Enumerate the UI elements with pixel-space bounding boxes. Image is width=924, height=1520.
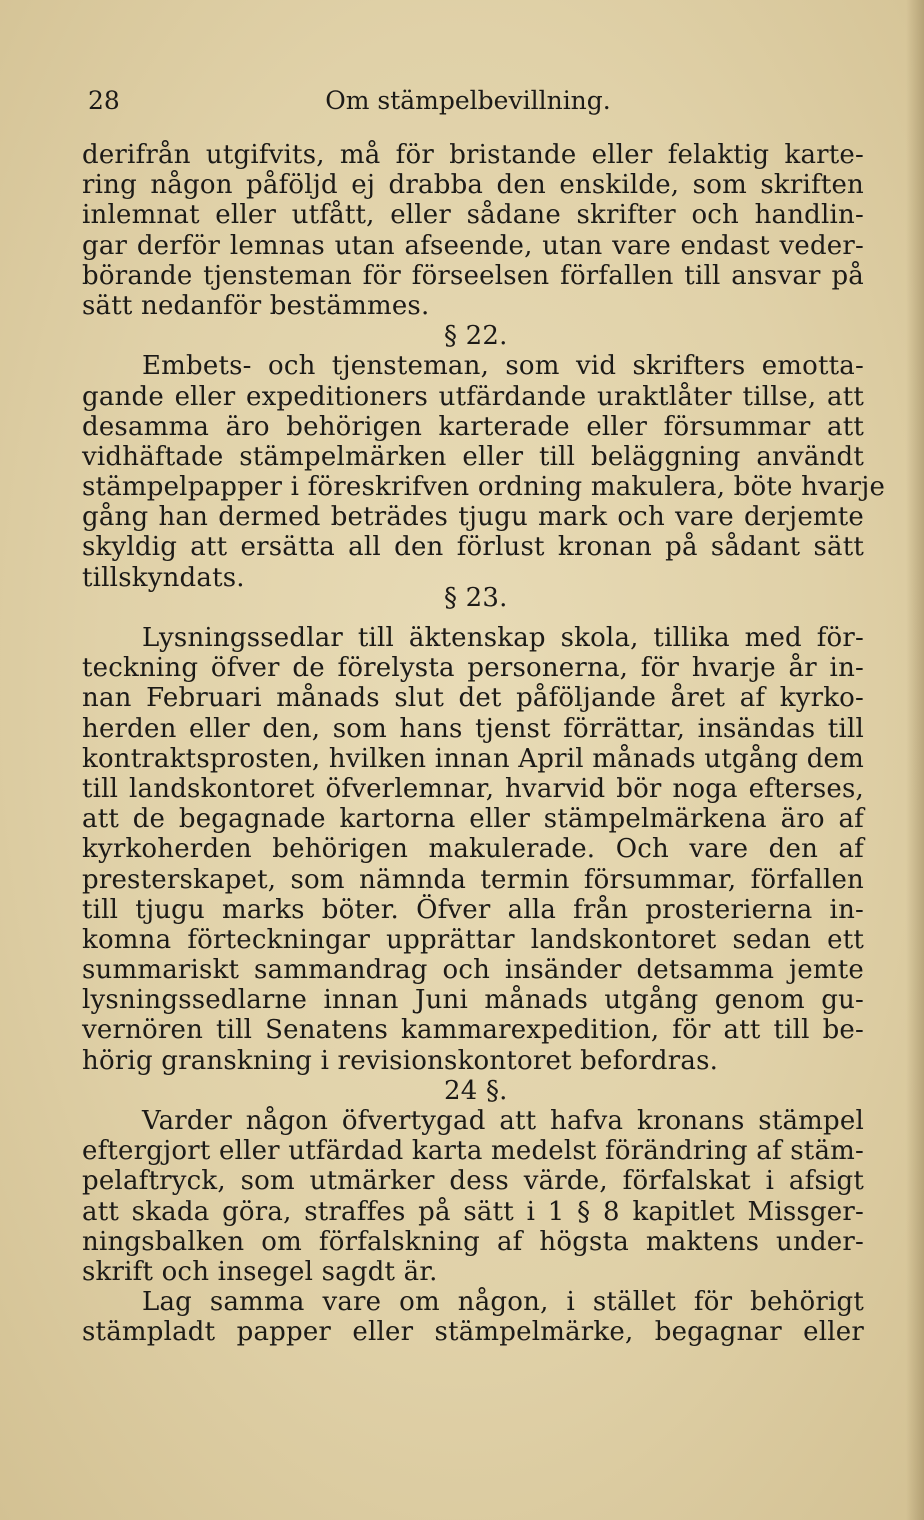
text-line: herden eller den, som hans tjenst förrättar, insändas till xyxy=(82,713,864,744)
text-line: stämpelpapper i föreskrifven ordning makulera, böte hvarje xyxy=(82,472,886,503)
page-edge-shadow xyxy=(906,0,924,1520)
text-line: inlemnat eller utfått, eller sådane skrifter och handlin- xyxy=(82,200,864,231)
text-line: lysningssedlarne innan Juni månads utgång genom gu- xyxy=(82,985,864,1016)
paragraph-continuation xyxy=(82,140,864,321)
text-line: hörig granskning i revisionskontoret befordras. xyxy=(82,1045,719,1076)
section-22-text xyxy=(82,351,886,593)
text-line: summariskt sammandrag och insänder detsamma jemte xyxy=(82,955,864,986)
running-title: Om stämpelbevillning. xyxy=(325,86,611,115)
page-number: 28 xyxy=(88,86,120,115)
text-line: Lag samma vare om någon, i stället för behörigt xyxy=(142,1287,864,1318)
text-line: kontraktsprosten, hvilken innan April månads utgång dem xyxy=(82,743,864,774)
text-line: skyldig att ersätta all den förlust kronan på sådant sätt xyxy=(82,532,864,563)
text-line: vidhäftade stämpelmärken eller till beläggning användt xyxy=(82,441,864,472)
text-line: pelaftryck, som utmärker dess värde, förfalskat i afsigt xyxy=(82,1166,864,1197)
text-line: ring någon påföljd ej drabba den enskilde, som skriften xyxy=(82,170,864,201)
text-line: gång han dermed beträdes tjugu mark och vare derjemte xyxy=(82,502,864,533)
text-line: desamma äro behörigen karterade eller försummar att xyxy=(82,411,864,442)
paragraph-lag-samma xyxy=(82,1287,864,1347)
text-line: till tjugu marks böter. Öfver alla från prosterierna in- xyxy=(82,894,864,925)
text-line: eftergjort eller utfärdad karta medelst förändring af stäm- xyxy=(82,1136,864,1167)
text-line: börande tjensteman för förseelsen förfallen till ansvar på xyxy=(82,260,864,291)
text-line: Lysningssedlar till äktenskap skola, tillika med för- xyxy=(142,623,864,653)
text-line: sätt nedanför bestämmes. xyxy=(82,290,430,321)
text-line: komna förteckningar upprättar landskontoret sedan ett xyxy=(82,924,864,955)
text-line: gande eller expeditioners utfärdande uraktlåter tillse, att xyxy=(82,381,864,412)
section-heading-22: § 22. xyxy=(444,321,508,352)
text-line: kyrkoherden behörigen makulerade. Och vare den af xyxy=(82,834,864,865)
text-line: vernören till Senatens kammarexpedition, för att till be- xyxy=(82,1015,864,1046)
text-line: ningsbalken om förfalskning af högsta maktens under- xyxy=(82,1226,864,1257)
text-line: presterskapet, som nämnda termin försummar, förfallen xyxy=(82,864,864,895)
section-23-text xyxy=(82,623,864,1076)
page-body xyxy=(82,140,886,1348)
text-line: Embets- och tjensteman, som vid skrifters emotta- xyxy=(142,351,864,382)
text-line: tillskyndats. xyxy=(82,562,245,593)
text-line: derifrån utgifvits, må för bristande eller felaktig karte- xyxy=(82,140,864,170)
text-line: till landskontoret öfverlemnar, hvarvid bör noga efterses, xyxy=(82,773,864,804)
text-line: teckning öfver de förelysta personerna, för hvarje år in- xyxy=(82,653,864,684)
text-line: att de begagnade kartorna eller stämpelmärkena äro af xyxy=(82,804,864,835)
text-line: stämpladt papper eller stämpelmärke, begagnar eller xyxy=(82,1317,864,1348)
section-24-text xyxy=(82,1106,864,1287)
section-heading-24: 24 §. xyxy=(444,1075,508,1106)
section-heading-23: § 23. xyxy=(444,582,508,613)
text-line: Varder någon öfvertygad att hafva kronans stämpel xyxy=(142,1106,864,1136)
text-line: skrift och insegel sagdt är. xyxy=(82,1256,438,1287)
page-header xyxy=(88,84,848,118)
text-line: gar derför lemnas utan afseende, utan vare endast veder- xyxy=(82,230,864,261)
text-line: att skada göra, straffes på sätt i 1 § 8 kapitlet Missger- xyxy=(82,1196,864,1227)
text-line: nan Februari månads slut det påföljande året af kyrko- xyxy=(82,683,864,714)
